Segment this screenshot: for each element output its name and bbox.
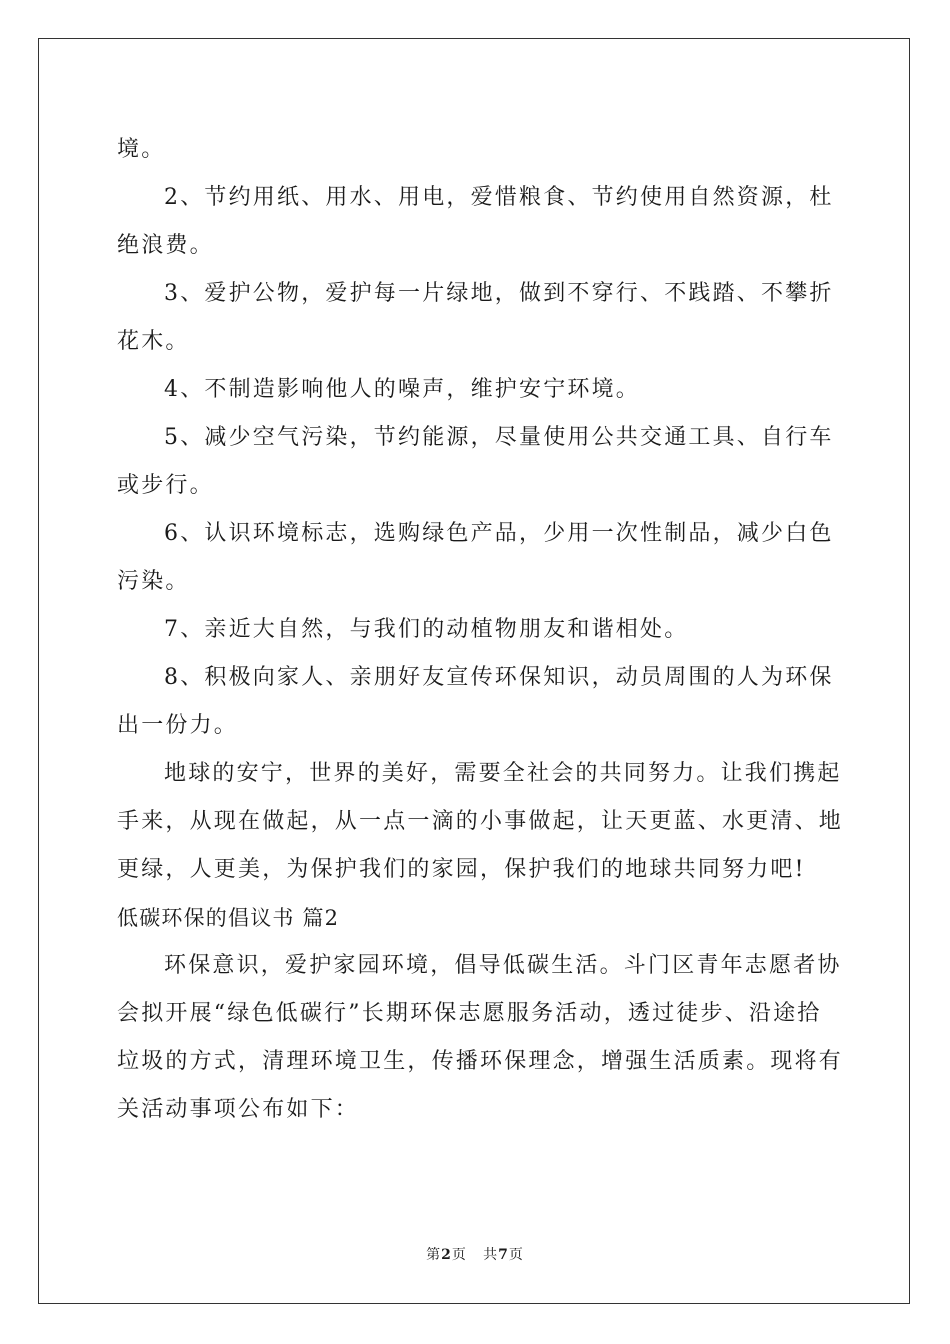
text-line: 垃圾的方式，清理环境卫生，传播环保理念，增强生活质素。现将有 — [117, 1049, 844, 1074]
text-line: 关活动事项公布如下： — [117, 1097, 360, 1122]
list-item-6: 6、认识环境标志，选购绿色产品，少用一次性制品，减少白色 — [164, 521, 834, 546]
page-prefix: 第 — [426, 1247, 442, 1263]
text-line: 或步行。 — [117, 473, 214, 498]
list-item-3: 3、爱护公物，爱护每一片绿地，做到不穿行、不践踏、不攀折 — [164, 281, 834, 306]
document-body — [117, 126, 844, 1134]
total-page-number: 7 — [498, 1247, 509, 1263]
list-item-7: 7、亲近大自然，与我们的动植物朋友和谐相处。 — [164, 617, 689, 642]
text-line: 污染。 — [117, 569, 190, 594]
page-suffix: 页 — [508, 1247, 524, 1263]
list-item-2: 2、节约用纸、用水、用电，爱惜粮食、节约使用自然资源，杜 — [164, 185, 834, 210]
text-line: 绝浪费。 — [117, 233, 214, 258]
text-line: 手来，从现在做起，从一点一滴的小事做起，让天更蓝、水更清、地 — [117, 809, 844, 834]
list-item-5: 5、减少空气污染，节约能源，尽量使用公共交通工具、自行车 — [164, 425, 834, 450]
current-page-number: 2 — [441, 1247, 452, 1263]
text-line: 境。 — [117, 137, 166, 162]
list-item-8: 8、积极向家人、亲朋好友宣传环保知识，动员周围的人为环保 — [164, 665, 834, 690]
text-line: 更绿，人更美，为保护我们的家园，保护我们的地球共同努力吧! — [117, 857, 806, 882]
text-line: 出一份力。 — [117, 713, 239, 738]
closing-paragraph: 地球的安宁，世界的美好，需要全社会的共同努力。让我们携起 — [164, 761, 842, 786]
text-line: 会拟开展“绿色低碳行”长期环保志愿服务活动，透过徒步、沿途拾 — [117, 1001, 822, 1026]
list-item-4: 4、不制造影响他人的噪声，维护安宁环境。 — [164, 377, 640, 402]
page-number-footer — [0, 1244, 950, 1264]
section-heading: 低碳环保的倡议书 篇2 — [117, 906, 340, 930]
intro-paragraph: 环保意识，爱护家园环境，倡导低碳生活。斗门区青年志愿者协 — [164, 953, 842, 978]
page-mid: 页 共 — [451, 1247, 499, 1263]
text-line: 花木。 — [117, 329, 190, 354]
